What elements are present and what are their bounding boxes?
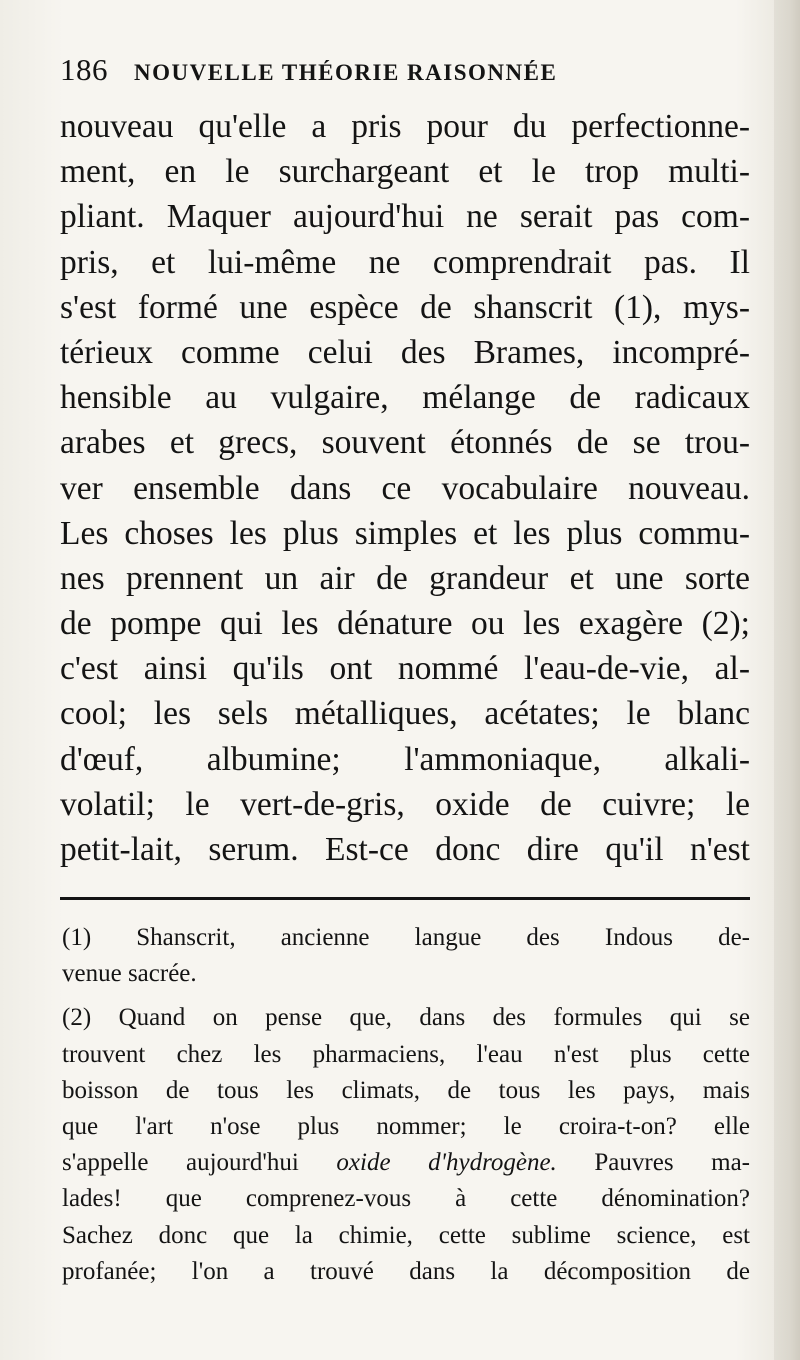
footnote-line: (1) Shanscrit, ancienne langue des Indous de-: [62, 924, 750, 951]
page-number: 186: [60, 52, 108, 87]
text-line: c'est ainsi qu'ils ont nommé l'eau-de-vie, al-: [60, 650, 750, 688]
text-line: cool; les sels métalliques, acétates; le blanc: [60, 695, 750, 733]
footnote-2: [62, 1000, 750, 1290]
footnote-line: (2) Quand on pense que, dans des formules qui se: [62, 1004, 750, 1032]
footnote-text: Pauvres ma-: [556, 1149, 750, 1177]
text-line: nes prennent un air de grandeur et une sorte: [60, 559, 750, 597]
footnote-text: s'appelle aujourd'hui: [62, 1149, 337, 1177]
text-line: arabes et grecs, souvent étonnés de se trou-: [60, 424, 750, 462]
text-line: pris, et lui-même ne comprendrait pas. Il: [60, 243, 750, 281]
text-line: d'œuf, albumine; l'ammoniaque, alkali-: [60, 740, 750, 778]
italic-term: oxide d'hydrogène.: [336, 1149, 557, 1177]
footnote-1: [62, 920, 750, 992]
footnote-line: boisson de tous les climats, de tous les pays, mais: [62, 1076, 750, 1104]
footnote-line: lades! que comprenez-vous à cette dénomination?: [62, 1185, 750, 1213]
page-edge-shadow: [774, 0, 800, 1360]
footnotes: [62, 920, 750, 1290]
footnote-line: profanée; l'on a trouvé dans la décomposition de: [62, 1257, 750, 1285]
footnote-divider: [60, 897, 750, 900]
page-header: [60, 52, 750, 92]
text-line: nouveau qu'elle a pris pour du perfectionne-: [60, 108, 750, 145]
text-line: hensible au vulgaire, mélange de radicaux: [60, 379, 750, 417]
footnote-line: trouvent chez les pharmaciens, l'eau n'est plus cette: [62, 1040, 750, 1068]
text-line: volatil; le vert-de-gris, oxide de cuivre; le: [60, 785, 750, 823]
footnote-line: que l'art n'ose plus nommer; le croira-t-on? elle: [62, 1112, 750, 1140]
text-line: pliant. Maquer aujourd'hui ne serait pas com-: [60, 198, 750, 236]
text-line: ver ensemble dans ce vocabulaire nouveau.: [60, 469, 750, 507]
footnote-line: venue sacrée.: [62, 960, 197, 988]
text-line: térieux comme celui des Brames, incompré-: [60, 333, 750, 371]
text-line: s'est formé une espèce de shanscrit (1), mys-: [60, 288, 750, 326]
text-line: de pompe qui les dénature ou les exagère (2);: [60, 605, 750, 643]
text-line: petit-lait, serum. Est-ce donc dire qu'il n'est: [60, 831, 750, 868]
main-text: [60, 104, 750, 872]
footnote-line-with-italic: [62, 1145, 750, 1181]
running-title: NOUVELLE THÉORIE RAISONNÉE: [134, 60, 558, 85]
text-line: ment, en le surchargeant et le trop multi-: [60, 153, 750, 191]
text-line: Les choses les plus simples et les plus commu-: [60, 514, 750, 552]
footnote-line: Sachez donc que la chimie, cette sublime science, est: [62, 1221, 750, 1249]
